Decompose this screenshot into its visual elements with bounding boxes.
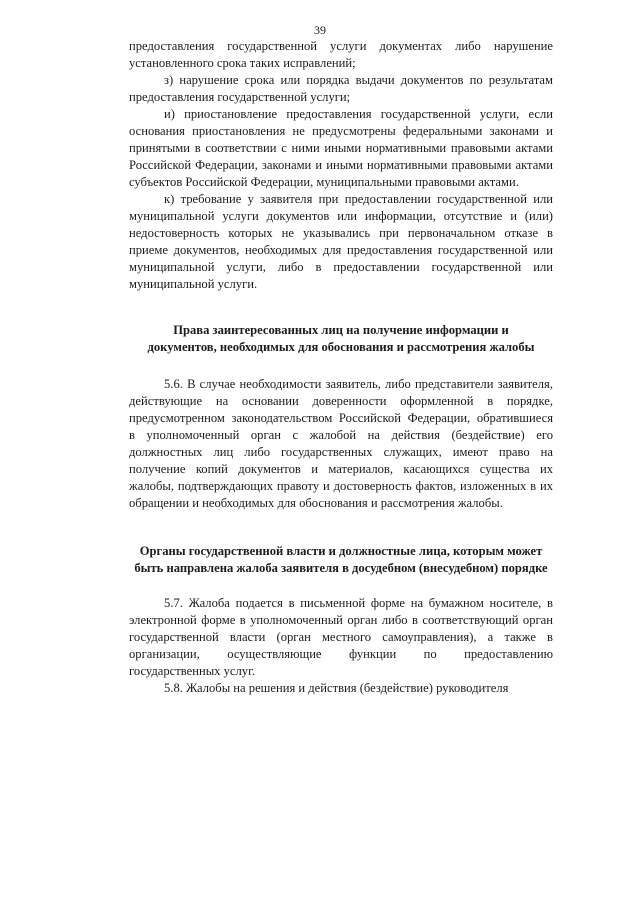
text-line: должностных лиц либо государственных служащих, имеют право на (129, 445, 553, 459)
text-line: 5.6. В случае необходимости заявитель, либо представители заявителя, (164, 377, 553, 391)
text-line: организации, осуществляющие функции по предоставлению (129, 647, 553, 661)
text-line: приеме документов, необходимых для предоставления государственной или (129, 243, 553, 257)
section-heading-2 (129, 543, 553, 577)
text-line: принятыми в соответствии с ними иными нормативными правовыми актами (129, 141, 553, 155)
text-line: з) нарушение срока или порядка выдачи документов по результатам (164, 73, 553, 87)
text-line: установленного срока таких исправлений; (129, 56, 356, 70)
text-line: получение копий документов и материалов, касающихся существа их (129, 462, 553, 476)
text-line: предоставления государственной услуги; (129, 90, 351, 104)
text-line: государственных услуг. (129, 664, 255, 678)
text-line: основания приостановления не предусмотрены федеральными законами и (129, 124, 553, 138)
text-line: Российской Федерации, законами и иными нормативными правовыми актами (129, 158, 553, 172)
heading-line: Права заинтересованных лиц на получение информации и (173, 323, 509, 337)
text-line: недостоверность которых не указывались при первоначальном отказе в (129, 226, 553, 240)
heading-line: документов, необходимых для обоснования и рассмотрения жалобы (147, 340, 535, 354)
text-line: субъектов Российской Федерации, муниципальными правовыми актами. (129, 175, 519, 189)
page-number: 39 (314, 23, 326, 37)
text-line: действующие на основании доверенности оформленной в порядке, (129, 394, 553, 408)
text-line: муниципальной услуги документов или информации, отсутствие и (или) (129, 209, 553, 223)
heading-line: Органы государственной власти и должностные лица, которым может (139, 544, 543, 558)
text-line: жалобы, подтверждающих правоту и достоверность фактов, изложенных в их (129, 479, 553, 493)
paragraph-block-3 (129, 595, 553, 697)
paragraph-block-2 (129, 376, 553, 512)
text-line: электронной форме в уполномоченный орган либо в соответствующий орган (129, 613, 553, 627)
text-line: предоставления государственной услуги документах либо нарушение (129, 39, 553, 53)
section-heading-1 (129, 322, 553, 356)
heading-line: быть направлена жалоба заявителя в досудебном (внесудебном) порядке (134, 561, 548, 575)
text-line: предусмотренном законодательством Российской Федерации, обратившиеся (129, 411, 553, 425)
text-line: и) приостановление предоставления государственной услуги, если (164, 107, 553, 121)
text-line: к) требование у заявителя при предоставлении государственной или (164, 192, 553, 206)
paragraph-block-1 (129, 38, 553, 293)
text-line: 5.8. Жалобы на решения и действия (бездействие) руководителя (164, 681, 509, 695)
text-line: в уполномоченный орган с жалобой на действия (бездействие) его (129, 428, 553, 442)
text-line: 5.7. Жалоба подается в письменной форме на бумажном носителе, в (164, 596, 553, 610)
text-line: государственной власти (орган местного самоуправления), а также в (129, 630, 553, 644)
text-line: муниципальной услуги. (129, 277, 258, 291)
text-line: муниципальной услуги, либо в предоставлении государственной или (129, 260, 553, 274)
text-line: обращении и необходимых для обоснования и рассмотрения жалобы. (129, 496, 503, 510)
